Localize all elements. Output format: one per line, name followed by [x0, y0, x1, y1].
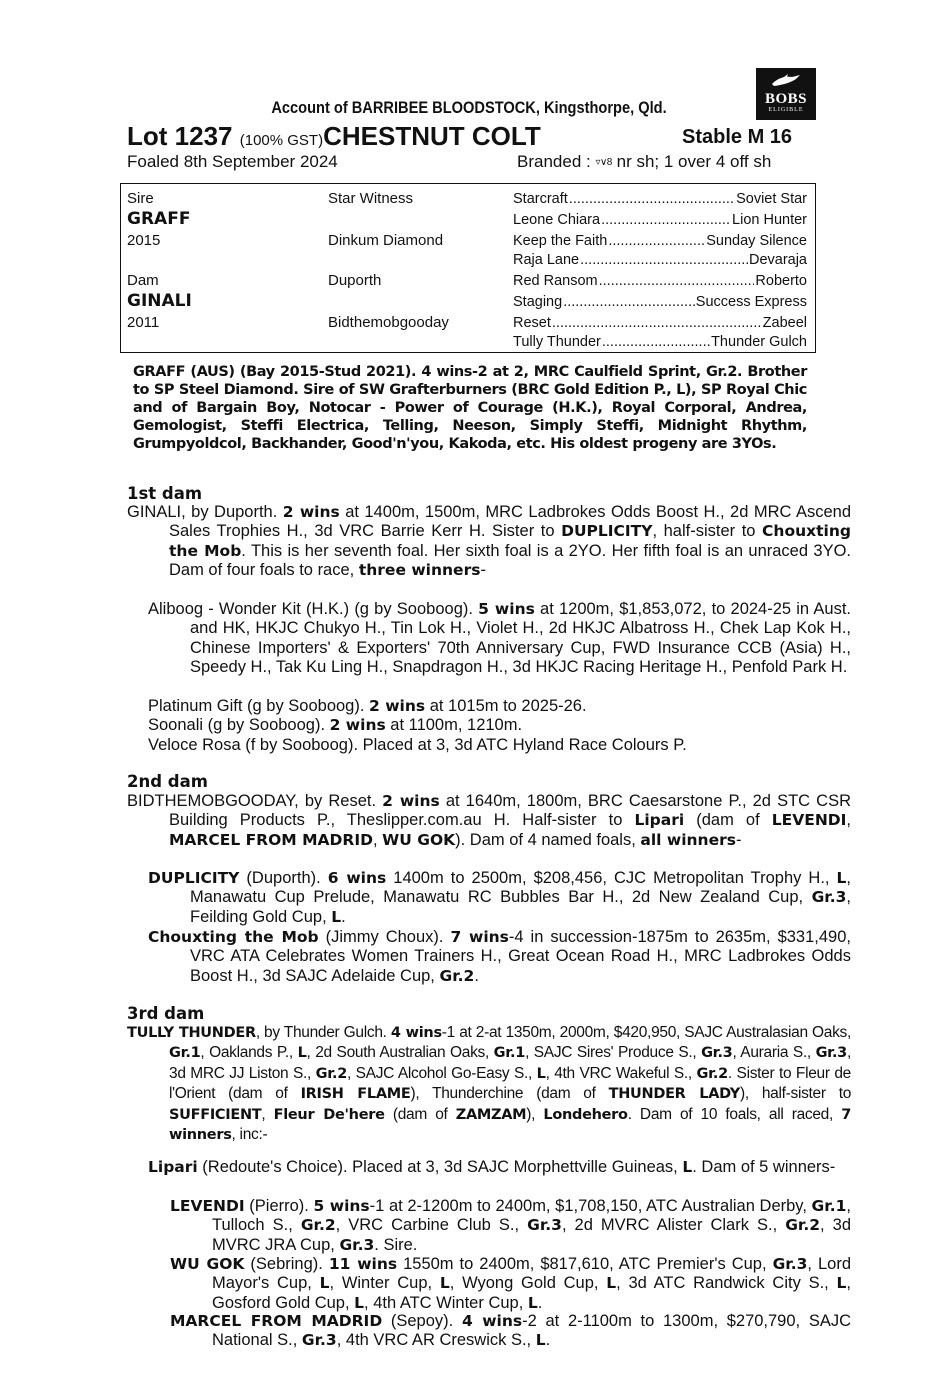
progeny-entry: Chouxting the Mob (Jimmy Choux). 7 wins-4 in succession-1875m to 2635m, $331,490, VRC ATA Celebrates Women Trainers H., Great Ocean Road H., MRC Ladbrokes Odds Boost H., 3d SAJC Adelaide Cup, Gr.2.: [148, 928, 851, 985]
dam-dam: Bidthemobgooday: [328, 314, 449, 331]
gst-note: (100% GST): [239, 132, 324, 149]
bird-icon: [770, 74, 802, 88]
dam-sire: Duporth: [328, 272, 382, 289]
dam-name: GINALI: [127, 291, 192, 311]
first-dam-paragraph: GINALI, by Duporth. 2 wins at 1400m, 1500m, MRC Ladbrokes Odds Boost H., 2d MRC Ascend Sales Trophies H., 3d VRC Barrie Kerr H. Sister to DUPLICITY, half-sister to Chouxting the Mob. This is her seventh foal. Her sixth foal is a 2YO. Her fifth foal is an unraced 3YO. Dam of four foals to race, three winners-: [127, 503, 852, 580]
foaled-date: Foaled 8th September 2024: [127, 152, 338, 171]
sire-name: GRAFF: [127, 209, 191, 229]
progeny-entry: Veloce Rosa (f by Sooboog). Placed at 3, 3d ATC Hyland Race Colours P.: [148, 736, 687, 754]
progeny-entry: DUPLICITY (Duporth). 6 wins 1400m to 2500m, $208,456, CJC Metropolitan Trophy H., L, Manawatu Cup Prelude, Manawatu RC Bubbles Bar H., 2d New Zealand Cup, Gr.3, Feilding Gold Cup, L.: [148, 869, 851, 926]
grand-progeny-entry: LEVENDI (Pierro). 5 wins-1 at 2-1200m to 2400m, $1,708,150, ATC Australian Derby, Gr.1, Tulloch S., Gr.2, VRC Carbine Club S., Gr.3, 2d MVRC Alister Clark S., Gr.2, 3d MVRC JRA Cup, Gr.3. Sire.: [170, 1197, 852, 1254]
sire-label: Sire: [127, 190, 154, 207]
sire-sire: Star Witness: [328, 190, 414, 207]
logo-subtext: ELIGIBLE: [768, 107, 804, 113]
first-dam-heading: 1st dam: [127, 484, 203, 503]
bobs-eligible-logo: [756, 68, 816, 120]
g3-entry: Starcraft ..... Soviet Star: [513, 190, 807, 208]
sire-year: 2015: [127, 232, 161, 249]
brand-info: [517, 152, 771, 172]
vendor-account: Account of BARRIBEE BLOODSTOCK, Kingsthorpe, Qld.: [271, 98, 667, 117]
branded-label: Branded :: [517, 152, 591, 171]
stable-location: Stable M 16: [682, 126, 793, 148]
dam-label: Dam: [127, 272, 159, 289]
g3-entry: Staging ..... Success Express: [513, 293, 807, 311]
g3-entry: Raja Lane ..... Devaraja: [513, 251, 807, 269]
third-dam-heading: 3rd dam: [127, 1004, 205, 1023]
g3-entry: Tully Thunder ..... Thunder Gulch: [513, 333, 807, 351]
grand-progeny-entry: WU GOK (Sebring). 11 wins 1550m to 2400m, $817,610, ATC Premier's Cup, Gr.3, Lord Mayor's Cup, L, Winter Cup, L, Wyong Gold Cup, L, 3d ATC Randwick City S., L, Gosford Gold Cup, L, 4th ATC Winter Cup, L.: [170, 1255, 852, 1312]
progeny-entry: Platinum Gift (g by Sooboog). 2 wins at 1015m to 2025-26.: [148, 697, 587, 715]
logo-text: BOBS: [764, 91, 808, 107]
progeny-entry: Soonali (g by Sooboog). 2 wins at 1100m, 1210m.: [148, 716, 523, 734]
g3-entry: Red Ransom ..... Roberto: [513, 272, 807, 290]
dam-year: 2011: [127, 314, 160, 331]
g3-entry: Leone Chiara ..... Lion Hunter: [513, 211, 807, 229]
second-dam-heading: 2nd dam: [127, 772, 208, 791]
g3-entry: Keep the Faith ..... Sunday Silence: [513, 232, 807, 250]
lot-number: Lot 1237: [127, 121, 233, 151]
horse-description: CHESTNUT COLT: [323, 121, 541, 151]
pedigree-table: [120, 183, 816, 353]
third-dam-paragraph: TULLY THUNDER, by Thunder Gulch. 4 wins-1 at 2-at 1350m, 2000m, $420,950, SAJC Australasian Oaks, Gr.1, Oaklands P., L, 2d South Australian Oaks, Gr.1, SAJC Sires' Produce S., Gr.3, Auraria S., Gr.3, 3d MRC JJ Liston S., Gr.2, SAJC Alcohol Go-Easy S., L, 4th VRC Wakeful S., Gr.2. Sister to Fleur de l'Orient (dam of IRISH FLAME), Thunderchine (dam of THUNDER LADY), half-sister to SUFFICIENT, Fleur De'here (dam of ZAMZAM), Londehero. Dam of 10 foals, all raced, 7 winners, inc:-: [127, 1024, 852, 1144]
brand-mark: ▿∨8: [595, 157, 612, 168]
sire-summary: GRAFF (AUS) (Bay 2015-Stud 2021). 4 wins-2 at 2, MRC Caulfield Sprint, Gr.2. Brother to SP Steel Diamond. Sire of SW Grafterburners (BRC Gold Edition P., L), SP Royal Chic and of Bargain Boy, Notocar - Power of Courage (H.K.), Royal Corporal, Andrea, Gemologist, Steffi Electrica, Telling, Neeson, Simply Steffi, Midnight Rhythm, Grumpyoldcol, Backhander, Good'n'you, Kakoda, etc. His oldest progeny are 3YOs.: [133, 364, 807, 452]
progeny-entry: Aliboog - Wonder Kit (H.K.) (g by Sooboog). 5 wins at 1200m, $1,853,072, to 2024-25 in Aust. and HK, HKJC Chukyo H., Tin Lok H., Violet H., 2d HKJC Albatross H., Chek Lap Kok H., Chinese Importers' & Exporters' 70th Anniversary Cup, FWD Insurance CCB (Asia) H., Speedy H., Tak Ku Ling H., Snapdragon H., 3d HKJC Racing Heritage H., Penfold Park H.: [148, 600, 851, 677]
sire-dam: Dinkum Diamond: [328, 232, 444, 249]
branded-detail: nr sh; 1 over 4 off sh: [616, 152, 772, 171]
grand-progeny-entry: MARCEL FROM MADRID (Sepoy). 4 wins-2 at 2-1100m to 1300m, $270,790, SAJC National S., Gr.3, 4th VRC AR Creswick S., L.: [170, 1312, 851, 1350]
second-dam-paragraph: BIDTHEMOBGOODAY, by Reset. 2 wins at 1640m, 1800m, BRC Caesarstone P., 2d STC CSR Building Products P., Theslipper.com.au H. Half-sister to Lipari (dam of LEVENDI, MARCEL FROM MADRID, WU GOK). Dam of 4 named foals, all winners-: [127, 792, 852, 849]
g3-entry: Reset ..... Zabeel: [513, 314, 807, 332]
progeny-entry: Lipari (Redoute's Choice). Placed at 3, 3d SAJC Morphettville Guineas, L. Dam of 5 winners-: [148, 1158, 836, 1176]
